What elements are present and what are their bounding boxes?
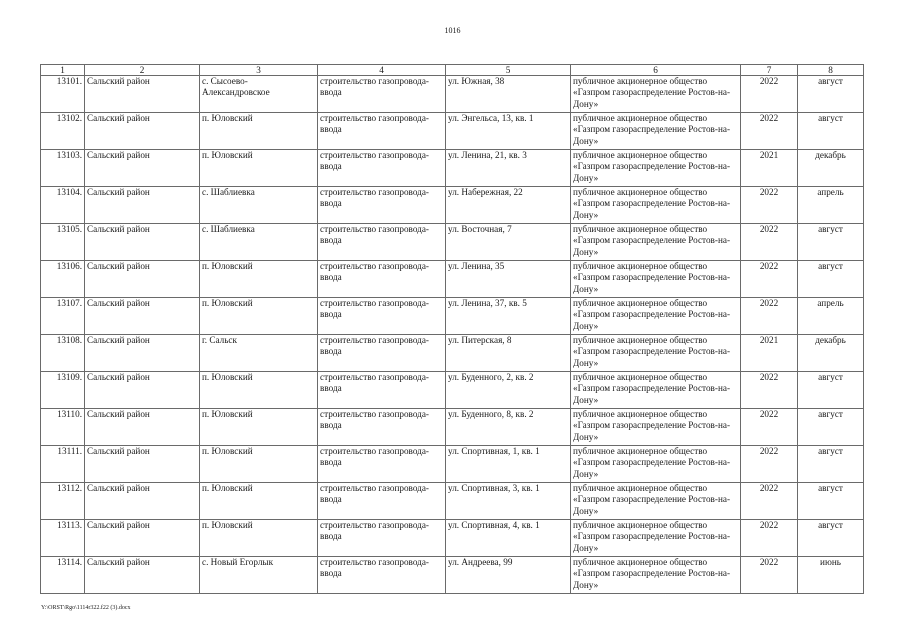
work-type-cell: строительство газопровода-ввода bbox=[318, 150, 446, 187]
district-cell: Сальский район bbox=[85, 446, 200, 483]
work-type-cell: строительство газопровода-ввода bbox=[318, 335, 446, 372]
organization-cell: публичное акционерное общество «Газпром газораспределение Ростов-на-Дону» bbox=[571, 187, 741, 224]
organization-cell: публичное акционерное общество «Газпром газораспределение Ростов-на-Дону» bbox=[571, 298, 741, 335]
address-cell: ул. Ленина, 37, кв. 5 bbox=[446, 298, 571, 335]
settlement-cell: п. Юловский bbox=[200, 409, 318, 446]
district-cell: Сальский район bbox=[85, 113, 200, 150]
year-cell: 2022 bbox=[741, 298, 798, 335]
settlement-cell: п. Юловский bbox=[200, 150, 318, 187]
district-cell: Сальский район bbox=[85, 76, 200, 113]
settlement-cell: п. Юловский bbox=[200, 520, 318, 557]
district-cell: Сальский район bbox=[85, 187, 200, 224]
month-cell: декабрь bbox=[798, 150, 864, 187]
work-type-cell: строительство газопровода-ввода bbox=[318, 298, 446, 335]
table-header bbox=[41, 65, 864, 76]
settlement-cell: с. Сысоево-Александровское bbox=[200, 76, 318, 113]
table-row bbox=[41, 557, 864, 594]
row-number-cell: 13107. bbox=[41, 298, 85, 335]
column-header: 2 bbox=[85, 65, 200, 76]
table-row bbox=[41, 224, 864, 261]
organization-cell: публичное акционерное общество «Газпром газораспределение Ростов-на-Дону» bbox=[571, 446, 741, 483]
organization-cell: публичное акционерное общество «Газпром газораспределение Ростов-на-Дону» bbox=[571, 261, 741, 298]
address-cell: ул. Спортивная, 4, кв. 1 bbox=[446, 520, 571, 557]
settlement-cell: п. Юловский bbox=[200, 113, 318, 150]
organization-cell: публичное акционерное общество «Газпром газораспределение Ростов-на-Дону» bbox=[571, 557, 741, 594]
row-number-cell: 13102. bbox=[41, 113, 85, 150]
table-row bbox=[41, 187, 864, 224]
work-type-cell: строительство газопровода-ввода bbox=[318, 261, 446, 298]
organization-cell: публичное акционерное общество «Газпром газораспределение Ростов-на-Дону» bbox=[571, 372, 741, 409]
address-cell: ул. Питерская, 8 bbox=[446, 335, 571, 372]
table-row bbox=[41, 261, 864, 298]
gas-pipeline-registry-table bbox=[40, 64, 864, 594]
settlement-cell: с. Шаблиевка bbox=[200, 187, 318, 224]
district-cell: Сальский район bbox=[85, 520, 200, 557]
settlement-cell: п. Юловский bbox=[200, 261, 318, 298]
work-type-cell: строительство газопровода-ввода bbox=[318, 557, 446, 594]
column-header: 7 bbox=[741, 65, 798, 76]
work-type-cell: строительство газопровода-ввода bbox=[318, 409, 446, 446]
month-cell: декабрь bbox=[798, 335, 864, 372]
table-row bbox=[41, 298, 864, 335]
district-cell: Сальский район bbox=[85, 298, 200, 335]
year-cell: 2022 bbox=[741, 76, 798, 113]
year-cell: 2022 bbox=[741, 113, 798, 150]
year-cell: 2022 bbox=[741, 261, 798, 298]
year-cell: 2022 bbox=[741, 224, 798, 261]
month-cell: апрель bbox=[798, 187, 864, 224]
work-type-cell: строительство газопровода-ввода bbox=[318, 446, 446, 483]
address-cell: ул. Андреева, 99 bbox=[446, 557, 571, 594]
row-number-cell: 13106. bbox=[41, 261, 85, 298]
year-cell: 2022 bbox=[741, 409, 798, 446]
work-type-cell: строительство газопровода-ввода bbox=[318, 520, 446, 557]
settlement-cell: п. Юловский bbox=[200, 446, 318, 483]
address-cell: ул. Набережная, 22 bbox=[446, 187, 571, 224]
table-row bbox=[41, 150, 864, 187]
table-body bbox=[41, 76, 864, 594]
organization-cell: публичное акционерное общество «Газпром газораспределение Ростов-на-Дону» bbox=[571, 76, 741, 113]
column-header: 3 bbox=[200, 65, 318, 76]
address-cell: ул. Спортивная, 1, кв. 1 bbox=[446, 446, 571, 483]
column-header: 8 bbox=[798, 65, 864, 76]
month-cell: август bbox=[798, 409, 864, 446]
page-number: 1016 bbox=[444, 26, 461, 35]
row-number-cell: 13105. bbox=[41, 224, 85, 261]
month-cell: август bbox=[798, 113, 864, 150]
work-type-cell: строительство газопровода-ввода bbox=[318, 372, 446, 409]
organization-cell: публичное акционерное общество «Газпром газораспределение Ростов-на-Дону» bbox=[571, 520, 741, 557]
table-row bbox=[41, 113, 864, 150]
row-number-cell: 13110. bbox=[41, 409, 85, 446]
address-cell: ул. Ленина, 35 bbox=[446, 261, 571, 298]
work-type-cell: строительство газопровода-ввода bbox=[318, 76, 446, 113]
year-cell: 2022 bbox=[741, 372, 798, 409]
organization-cell: публичное акционерное общество «Газпром газораспределение Ростов-на-Дону» bbox=[571, 335, 741, 372]
district-cell: Сальский район bbox=[85, 335, 200, 372]
row-number-cell: 13108. bbox=[41, 335, 85, 372]
column-header: 1 bbox=[41, 65, 85, 76]
district-cell: Сальский район bbox=[85, 261, 200, 298]
district-cell: Сальский район bbox=[85, 224, 200, 261]
table-row bbox=[41, 335, 864, 372]
organization-cell: публичное акционерное общество «Газпром газораспределение Ростов-на-Дону» bbox=[571, 483, 741, 520]
row-number-cell: 13109. bbox=[41, 372, 85, 409]
month-cell: август bbox=[798, 261, 864, 298]
row-number-cell: 13114. bbox=[41, 557, 85, 594]
year-cell: 2022 bbox=[741, 520, 798, 557]
table-row bbox=[41, 409, 864, 446]
row-number-cell: 13103. bbox=[41, 150, 85, 187]
footer-file-path: Y:\ORST\Rgo\1114r322.f22 (3).docx bbox=[41, 605, 131, 611]
address-cell: ул. Ленина, 21, кв. 3 bbox=[446, 150, 571, 187]
month-cell: июнь bbox=[798, 557, 864, 594]
row-number-cell: 13112. bbox=[41, 483, 85, 520]
address-cell: ул. Восточная, 7 bbox=[446, 224, 571, 261]
district-cell: Сальский район bbox=[85, 557, 200, 594]
year-cell: 2021 bbox=[741, 335, 798, 372]
settlement-cell: с. Новый Егорлык bbox=[200, 557, 318, 594]
column-header: 6 bbox=[571, 65, 741, 76]
month-cell: апрель bbox=[798, 298, 864, 335]
month-cell: август bbox=[798, 372, 864, 409]
row-number-cell: 13104. bbox=[41, 187, 85, 224]
organization-cell: публичное акционерное общество «Газпром газораспределение Ростов-на-Дону» bbox=[571, 409, 741, 446]
year-cell: 2022 bbox=[741, 483, 798, 520]
settlement-cell: п. Юловский bbox=[200, 483, 318, 520]
table-row bbox=[41, 483, 864, 520]
table-row bbox=[41, 520, 864, 557]
work-type-cell: строительство газопровода-ввода bbox=[318, 224, 446, 261]
table-row bbox=[41, 446, 864, 483]
settlement-cell: п. Юловский bbox=[200, 298, 318, 335]
work-type-cell: строительство газопровода-ввода bbox=[318, 187, 446, 224]
row-number-cell: 13101. bbox=[41, 76, 85, 113]
table-row bbox=[41, 76, 864, 113]
organization-cell: публичное акционерное общество «Газпром газораспределение Ростов-на-Дону» bbox=[571, 150, 741, 187]
district-cell: Сальский район bbox=[85, 483, 200, 520]
month-cell: август bbox=[798, 224, 864, 261]
district-cell: Сальский район bbox=[85, 372, 200, 409]
settlement-cell: с. Шаблиевка bbox=[200, 224, 318, 261]
month-cell: август bbox=[798, 520, 864, 557]
year-cell: 2022 bbox=[741, 187, 798, 224]
address-cell: ул. Буденного, 2, кв. 2 bbox=[446, 372, 571, 409]
month-cell: август bbox=[798, 446, 864, 483]
address-cell: ул. Буденного, 8, кв. 2 bbox=[446, 409, 571, 446]
year-cell: 2022 bbox=[741, 557, 798, 594]
column-header: 5 bbox=[446, 65, 571, 76]
organization-cell: публичное акционерное общество «Газпром газораспределение Ростов-на-Дону» bbox=[571, 113, 741, 150]
address-cell: ул. Южная, 38 bbox=[446, 76, 571, 113]
month-cell: август bbox=[798, 76, 864, 113]
work-type-cell: строительство газопровода-ввода bbox=[318, 113, 446, 150]
table-row bbox=[41, 372, 864, 409]
year-cell: 2022 bbox=[741, 446, 798, 483]
address-cell: ул. Спортивная, 3, кв. 1 bbox=[446, 483, 571, 520]
district-cell: Сальский район bbox=[85, 409, 200, 446]
settlement-cell: г. Сальск bbox=[200, 335, 318, 372]
organization-cell: публичное акционерное общество «Газпром газораспределение Ростов-на-Дону» bbox=[571, 224, 741, 261]
column-header: 4 bbox=[318, 65, 446, 76]
district-cell: Сальский район bbox=[85, 150, 200, 187]
row-number-cell: 13111. bbox=[41, 446, 85, 483]
address-cell: ул. Энгельса, 13, кв. 1 bbox=[446, 113, 571, 150]
month-cell: август bbox=[798, 483, 864, 520]
row-number-cell: 13113. bbox=[41, 520, 85, 557]
settlement-cell: п. Юловский bbox=[200, 372, 318, 409]
year-cell: 2021 bbox=[741, 150, 798, 187]
header-row bbox=[41, 65, 864, 76]
work-type-cell: строительство газопровода-ввода bbox=[318, 483, 446, 520]
